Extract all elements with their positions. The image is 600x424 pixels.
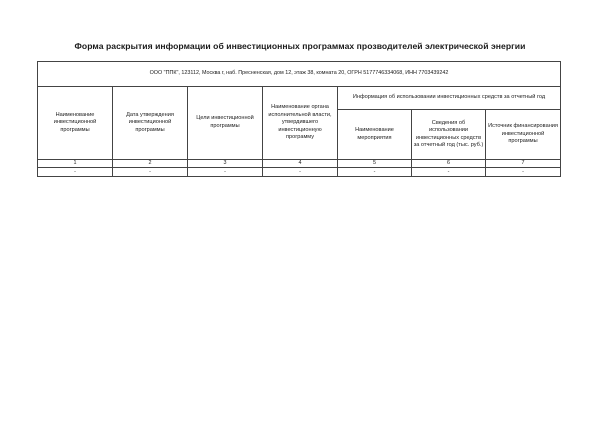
header-financing-source: Источник финансирования инвестиционной программы	[486, 110, 561, 160]
disclosure-table	[37, 61, 561, 177]
table-cell: -	[412, 168, 486, 177]
column-number: 2	[113, 160, 188, 168]
column-number: 3	[188, 160, 263, 168]
column-number: 5	[338, 160, 412, 168]
company-info-row	[38, 62, 561, 87]
table-cell: -	[113, 168, 188, 177]
header-approval-date: Дата утверждения инвестиционной программы	[113, 87, 188, 160]
header-program-name: Наименование инвестиционной программы	[38, 87, 113, 160]
table-row	[38, 168, 561, 177]
page-title: Форма раскрытия информации об инвестиционных программах прозводителей электрической энергии	[74, 41, 526, 51]
table-cell: -	[38, 168, 113, 177]
column-number-row	[38, 160, 561, 168]
header-funds-usage: Сведения об использовании инвестиционных средств за отчетный год (тыс. руб.)	[412, 110, 486, 160]
header-usage-group: Информация об использовании инвестиционных средств за отчетный год	[338, 87, 561, 110]
column-number: 1	[38, 160, 113, 168]
header-event-name: Наименование мероприятия	[338, 110, 412, 160]
table-cell: -	[486, 168, 561, 177]
column-number: 6	[412, 160, 486, 168]
table-cell: -	[188, 168, 263, 177]
header-row-top	[38, 87, 561, 110]
company-info: ООО "ППК", 123112, Москва г, наб. Пресненская, дом 12, этаж 38, комната 20, ОГРН 5177746334068, ИНН 7703439242	[38, 62, 561, 87]
column-number: 7	[486, 160, 561, 168]
header-approving-body: Наименование органа исполнительной власти, утвердившего инвестиционную программу	[263, 87, 338, 160]
table-cell: -	[263, 168, 338, 177]
header-program-goals: Цели инвестиционной программы	[188, 87, 263, 160]
table-cell: -	[338, 168, 412, 177]
column-number: 4	[263, 160, 338, 168]
